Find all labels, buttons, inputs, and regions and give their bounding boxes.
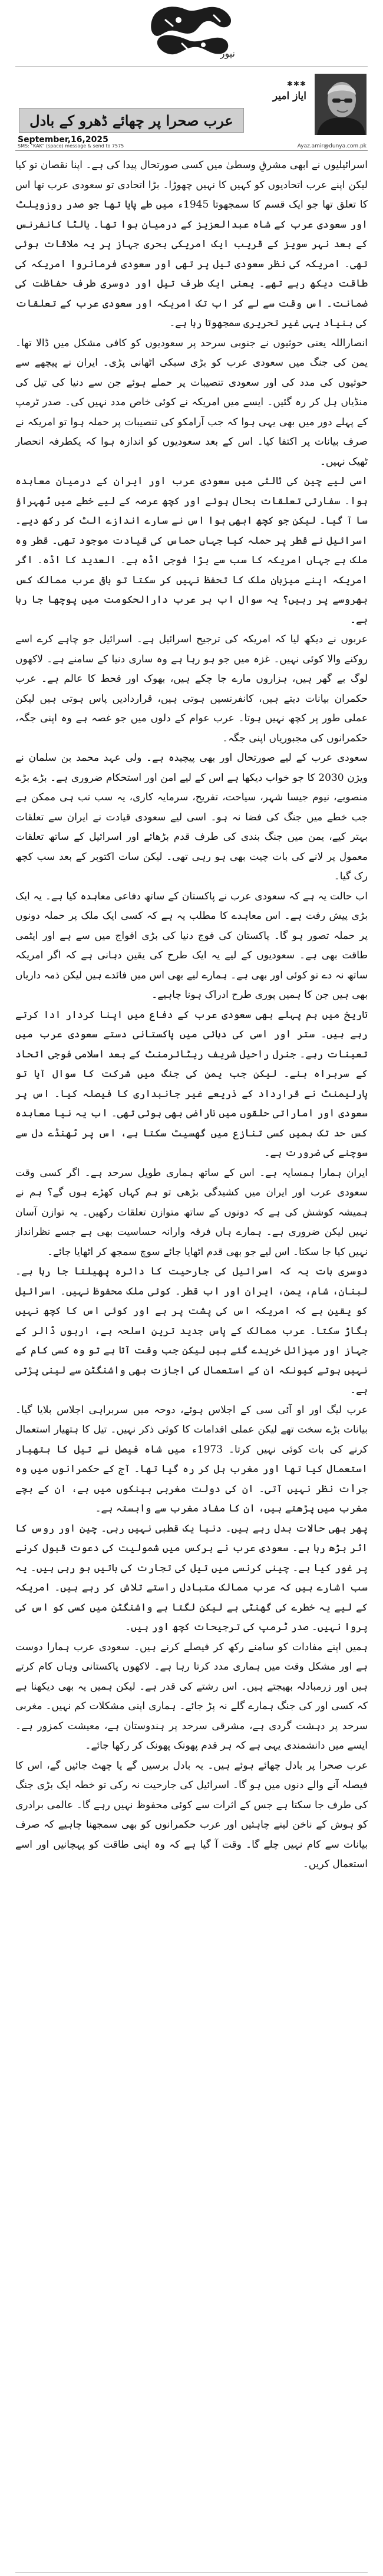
article-paragraph: اب حالت یہ ہے کہ سعودی عرب نے پاکستان کے ساتھ دفاعی معاہدہ کیا ہے۔ یہ ایک بڑی پیش رفت ہے۔ اس معاہدے کا مطلب یہ ہے کہ کسی ایک ملک پر حملہ دونوں پر حملہ تصور ہو گا۔ پاکستان کی فوج دنیا کی بڑی افواج میں سے ہے اور ایٹمی طاقت بھی ہے۔ سعودیوں کے لیے یہ ایک طرح کی یقین دہانی ہے کہ اگر امریکہ ساتھ نہ دے تو کوئی اور بھی ہے۔ ہمارے لیے بھی اس میں فائدے ہیں لیکن ذمہ داریاں بھی ہیں جن کا ہمیں پوری طرح ادراک ہونا چاہیے۔: [15, 890, 368, 1001]
sms-info: SMS: "KAK" (space) message & send to 7575: [18, 143, 124, 149]
article-paragraph: عرب صحرا پر بادل چھائے ہوئے ہیں۔ یہ بادل برسیں گے یا چھٹ جائیں گے، اس کا فیصلہ آنے والے دنوں میں ہو گا۔ اسرائیل کی جارحیت نہ رکی تو خطہ ایک بڑی جنگ کی طرف جا سکتا ہے جس کے اثرات سے کوئی محفوظ نہیں رہے گا۔ عالمی برادری کو ہوش کے ناخن لینے چاہئیں اور عرب حکمرانوں کو بھی سمجھنا چاہیے کہ صرف بیانات سے کام نہیں چلے گا۔ وقت آ گیا ہے کہ وہ اپنی طاقت کو پہچانیں اور اسے استعمال کریں۔: [15, 1759, 368, 1870]
article-paragraph: ہمیں اپنے مفادات کو سامنے رکھ کر فیصلے کرنے ہیں۔ سعودی عرب ہمارا دوست ہے اور مشکل وقت میں ہماری مدد کرتا رہا ہے۔ لاکھوں پاکستانی وہاں کام کرتے ہیں اور زرمبادلہ بھیجتے ہیں۔ اس رشتے کی قدر ہے۔ لیکن ہمیں یہ بھی دیکھنا ہے کہ کسی اور کی جنگ ہمارے گلے نہ پڑ جائے۔ ہماری اپنی مشکلات کم نہیں۔ مغربی سرحد پر دہشت گردی ہے، مشرقی سرحد پر ہندوستان ہے، معیشت کمزور ہے۔ ایسے میں دانشمندی یہی ہے کہ ہر قدم پھونک پھونک کر رکھا جائے۔: [15, 1641, 368, 1752]
author-photo: [315, 74, 367, 135]
column-title: عرب صحرا پر چھائے ڈھرو کے بادل: [29, 111, 233, 129]
column-header: [15, 66, 368, 151]
masthead: [15, 0, 368, 66]
article-paragraph: پھر بھی حالات بدل رہے ہیں۔ دنیا یک قطبی نہیں رہی۔ چین اور روس کا اثر بڑھ رہا ہے۔ سعودی عرب نے برکس میں شمولیت کی دعوت قبول کرنے پر غور کیا ہے۔ چینی کرنسی میں تیل کی تجارت کی باتیں ہو رہی ہیں۔ یہ سب اشارے ہیں کہ عرب ممالک متبادل راستے تلاش کر رہے ہیں۔ امریکہ کے لیے یہ خطرے کی گھنٹی ہے لیکن لگتا ہے واشنگٹن میں کسی کو اس کی پروا نہیں۔ صدر ٹرمپ کی ترجیحات کچھ اور ہیں۔: [15, 1522, 368, 1633]
article-paragraph: عرب لیگ اور او آئی سی کے اجلاس ہوئے، دوحہ میں سربراہی اجلاس بلایا گیا۔ بیانات بڑے سخت تھے لیکن عملی اقدامات کا کوئی ذکر نہیں۔ تیل کا ہتھیار استعمال کرنے کی بات کوئی نہیں کرتا۔ 1973ء میں شاہ فیصل نے تیل کا ہتھیار استعمال کیا تھا اور مغرب ہل کر رہ گیا تھا۔ آج کے حکمرانوں میں وہ جرأت نظر نہیں آتی۔ ان کی دولت مغربی بینکوں میں ہے، ان کے بچے مغرب میں پڑھتے ہیں، ان کا مفاد مغرب سے وابستہ ہے۔: [15, 1404, 368, 1514]
author-name: ایاز امیر: [272, 90, 306, 102]
logo-subtext: نیوز: [220, 48, 235, 59]
publish-date: September,16,2025: [18, 135, 108, 144]
article-paragraph: عربوں نے دیکھ لیا کہ امریکہ کی ترجیح اسرائیل ہے۔ اسرائیل جو چاہے کرے اسے روکنے والا کوئی نہیں۔ غزہ میں جو ہو رہا ہے وہ ساری دنیا کے سامنے ہے۔ لاکھوں لوگ بے گھر ہیں، ہزاروں مارے جا چکے ہیں، بھوک اور قحط کا عالم ہے۔ عرب حکمران بیانات دیتے ہیں، کانفرنسیں ہوتی ہیں، قراردادیں پاس ہوتی ہیں لیکن عملی طور پر کچھ نہیں ہوتا۔ عرب عوام کے دلوں میں جو غصہ ہے وہ اپنی جگہ، حکمرانوں کی مجبوریاں اپنی جگہ۔: [15, 633, 368, 744]
article-paragraph: انصاراللہ یعنی حوثیوں نے جنوبی سرحد پر سعودیوں کو کافی مشکل میں ڈالا تھا۔ یمن کی جنگ میں سعودی عرب کو بڑی سبکی اٹھانی پڑی۔ ایران نے پیچھے سے حوثیوں کی مدد کی اور سعودی تنصیبات پر حملے ہوئے جن سے دنیا کی تیل کی منڈیاں ہل کر رہ گئیں۔ ایسے میں امریکہ نے کوئی خاص مدد نہیں کی۔ صدر ٹرمپ کے پہلے دور میں بھی یہی ہوا کہ جب آرامکو کی تنصیبات پر حملہ ہوا تو امریکہ نے صرف بیانات پر اکتفا کیا۔ اس کے بعد سعودیوں کو اندازہ ہوا کہ یکطرفہ انحصار ٹھیک نہیں۔: [15, 337, 368, 468]
author-email[interactable]: Ayaz.amir@dunya.com.pk: [297, 143, 367, 149]
article-paragraph: دوسری بات یہ کہ اسرائیل کی جارحیت کا دائرہ پھیلتا جا رہا ہے۔ لبنان، شام، یمن، ایران اور اب قطر۔ کوئی ملک محفوظ نہیں۔ اسرائیل کو یقین ہے کہ امریکہ اس کی پشت پر ہے اور کوئی اس کا کچھ نہیں بگاڑ سکتا۔ عرب ممالک کے پاس جدید ترین اسلحہ ہے، اربوں ڈالر کے جہاز اور میزائل خریدے گئے ہیں لیکن جب وقت آتا ہے تو وہ کسی کام کے نہیں ہوتے کیونکہ ان کے استعمال کی اجازت بھی واشنگٹن سے لینی پڑتی ہے۔: [15, 1266, 368, 1396]
article-paragraph: تاریخ میں ہم پہلے بھی سعودی عرب کے دفاع میں اپنا کردار ادا کرتے رہے ہیں۔ ستر اور اسی کی دہائی میں پاکستانی دستے سعودی عرب میں تعینات رہے۔ جنرل راحیل شریف ریٹائرمنٹ کے بعد اسلامی فوجی اتحاد کے سربراہ بنے۔ لیکن جب یمن کی جنگ میں شرکت کا سوال آیا تو پارلیمنٹ نے قرارداد کے ذریعے غیر جانبداری کا فیصلہ کیا۔ اس پر سعودی اور اماراتی حلقوں میں ناراضی بھی ہوئی تھی۔ اب یہ نیا معاہدہ کس حد تک ہمیں کسی تنازع میں گھسیٹ سکتا ہے، اس پر ٹھنڈے دل سے سوچنے کی ضرورت ہے۔: [15, 1008, 368, 1159]
rating-stars: ✱✱✱: [286, 80, 306, 88]
column-title-banner: [19, 108, 244, 133]
article-body: [15, 151, 368, 1875]
article-paragraph: اسی لیے چین کی ثالثی میں سعودی عرب اور ایران کے درمیان معاہدہ ہوا۔ سفارتی تعلقات بحال ہوئے اور کچھ عرصہ کے لیے خطے میں ٹھہراؤ سا آ گیا۔ لیکن جو کچھ ابھی ہوا اس نے سارے اندازے الٹ کر رکھ دیے۔ اسرائیل نے قطر پر حملہ کیا جہاں حماس کی قیادت موجود تھی۔ قطر وہ ملک ہے جہاں امریکہ کا سب سے بڑا فوجی اڈہ ہے۔ العدید کا اڈہ۔ اگر امریکہ اپنے میزبان ملک کا تحفظ نہیں کر سکتا تو باقی عرب ممالک کس بھروسے پر رہیں؟ یہ سوال اب ہر عرب دارالحکومت میں پوچھا جا رہا ہے۔: [15, 475, 368, 626]
article-paragraph: ایران ہمارا ہمسایہ ہے۔ اس کے ساتھ ہماری طویل سرحد ہے۔ اگر کسی وقت سعودی عرب اور ایران میں کشیدگی بڑھی تو ہم کہاں کھڑے ہوں گے؟ ہم نے ہمیشہ کوشش کی ہے کہ دونوں کے ساتھ متوازن تعلقات رکھیں۔ یہ توازن آسان نہیں لیکن ضروری ہے۔ ہمارے ہاں فرقہ وارانہ حساسیت بھی ہے جسے نظرانداز نہیں کیا جا سکتا۔ اس لیے جو بھی قدم اٹھایا جائے سوچ سمجھ کر اٹھایا جائے۔: [15, 1167, 368, 1258]
author-portrait-icon: [315, 74, 367, 135]
article-paragraph: اسرائیلیوں نے ابھی مشرقِ وسطیٰ میں کسی صورتحال پیدا کی ہے۔ اپنا نقصان تو کیا لیکن اپنے عرب اتحادیوں کو کہیں کا نہیں چھوڑا۔ بڑا اتحادی تو سعودی عرب تھا اس کا تعلق تھا جو ایک قسم کا سمجھوتا 1945ء میں طے پایا تھا جو صدر روزویلٹ اور سعودی عرب کے شاہ عبدالعزیز کے درمیان ہوا تھا۔ یالٹا کانفرنس کے بعد نہر سویز کے قریب ایک امریکی بحری جہاز پر یہ ملاقات ہوئی تھی۔ امریکہ کی نظر سعودی تیل پر تھی اور سعودی فرمانروا امریکہ کی طاقت دیکھ رہے تھے۔ یعنی ایک طرف تیل اور دوسری طرف حفاظت کی ضمانت۔ اس وقت سے لے کر اب تک امریکہ اور سعودی عرب کے تعلقات کی بنیاد یہی غیر تحریری سمجھوتا رہا ہے۔: [15, 159, 368, 329]
dunya-logo: [144, 2, 239, 60]
article-paragraph: سعودی عرب کے لیے صورتحال اور بھی پیچیدہ ہے۔ ولی عہد محمد بن سلمان نے ویژن 2030 کا جو خواب دیکھا ہے اس کے لیے امن اور استحکام ضروری ہے۔ بڑے بڑے منصوبے، نیوم جیسا شہر، سیاحت، تفریح، سرمایہ کاری، یہ سب تب ہی ممکن ہے جب خطے میں جنگ کی فضا نہ ہو۔ اسی لیے سعودی قیادت نے ایران سے تعلقات بہتر کیے، یمن میں جنگ بندی کی طرف قدم بڑھائے اور اسرائیل کے ساتھ تعلقات معمول پر لانے کی بات چیت بھی ہو رہی تھی۔ لیکن سات اکتوبر کے بعد سب کچھ رک گیا۔: [15, 752, 368, 882]
